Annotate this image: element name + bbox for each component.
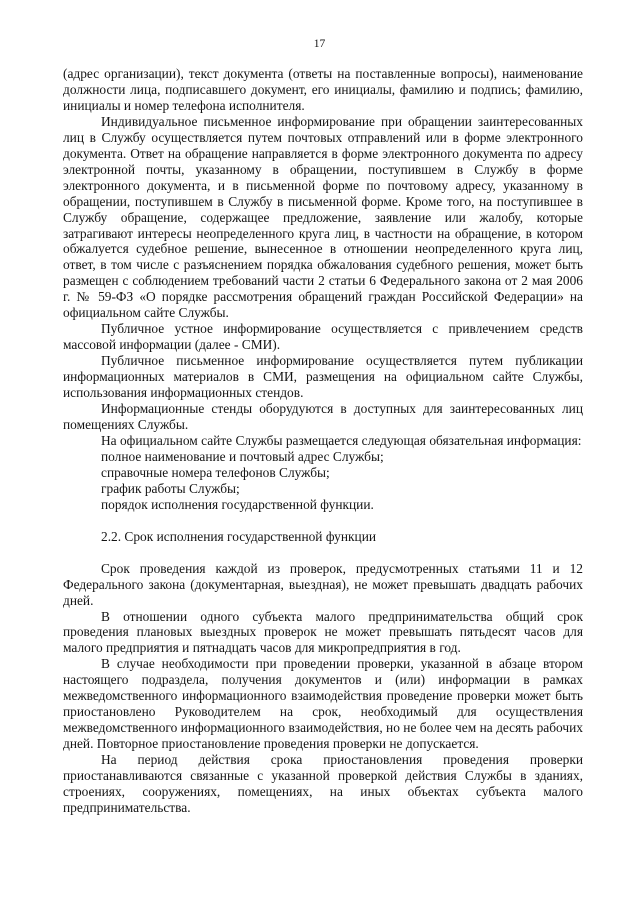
- list-item: порядок исполнения государственной функции.: [101, 496, 374, 512]
- paragraph-address-continuation: (адрес организации), текст документа (ответы на поставленные вопросы), наименование должности лица, подписавшего документ, его инициалы, фамилию и подпись; фамилию, инициалы и номер телефона исполнителя.: [63, 66, 583, 113]
- document-body: [63, 66, 583, 816]
- page-number: 17: [313, 38, 326, 50]
- paragraph-small-business-term: В отношении одного субъекта малого предпринимательства общий срок проведения плановых выездных проверок не может превышать пятьдесят часов для малого предприятия и пятнадцать часов для микропредприятия в год.: [63, 608, 583, 656]
- paragraph-public-oral-info: Публичное устное информирование осуществляется с привлечением средств массовой информации (далее - СМИ).: [63, 321, 583, 353]
- paragraph-public-written-info: Публичное письменное информирование осуществляется путем публикации информационных материалов в СМИ, размещения на официальном сайте Службы, использования информационных стендов.: [63, 353, 583, 401]
- list-item: график работы Службы;: [101, 480, 240, 496]
- list-item: полное наименование и почтовый адрес Службы;: [101, 448, 384, 464]
- paragraph-suspension: В случае необходимости при проведении проверки, указанной в абзаце втором настоящего подраздела, получения документов и (или) информации в рамках межведомственного информационного взаимодействия проведение проверки может быть приостановлено Руководителем на срок, необходимый для осуществления межведомственного информационного взаимодействия, но не более чем на десять рабочих дней. Повторное приостановление проведения проверки не допускается.: [63, 656, 583, 752]
- list-item: справочные номера телефонов Службы;: [101, 464, 330, 480]
- paragraph-individual-written-info: Индивидуальное письменное информирование при обращении заинтересованных лиц в Службу осуществляется путем почтовых отправлений или в форме электронного документа. Ответ на обращение направляется в форме электронного документа по адресу электронной почты, указанному в обращении, поступившем в Службу в форме электронного документа, и в письменной форме по почтовому адресу, указанному в обращении, поступившем в Службу в письменной форме. Кроме того, на поступившее в Службу обращение, содержащее предложение, заявление или жалобу, которые затрагивают интересы неопределенного круга лиц, в частности на обращение, в котором обжалуется судебное решение, вынесенное в отношении неопределенного круга лиц, ответ, в том числе с разъяснением порядка обжалования судебного решения, может быть размещен с соблюдением требований части 2 статьи 6 Федерального закона от 2 мая 2006 г. № 59-ФЗ «О порядке рассмотрения обращений граждан Российской Федерации» на официальном сайте Службы.: [63, 113, 583, 321]
- section-heading: 2.2. Срок исполнения государственной функции: [101, 528, 377, 544]
- paragraph-suspension-period: На период действия срока приостановления проведения проверки приостанавливаются связанные с указанной проверкой действия Службы в зданиях, строениях, сооружениях, помещениях, на иных объектах субъекта малого предпринимательства.: [63, 752, 583, 815]
- paragraph-inspection-term: Срок проведения каждой из проверок, предусмотренных статьями 11 и 12 Федерального закона (документарная, выездная), не может превышать двадцать рабочих дней.: [63, 560, 583, 608]
- paragraph-info-stands: Информационные стенды оборудуются в доступных для заинтересованных лиц помещениях Службы.: [63, 401, 583, 432]
- paragraph-website-info: На официальном сайте Службы размещается следующая обязательная информация:: [101, 432, 582, 448]
